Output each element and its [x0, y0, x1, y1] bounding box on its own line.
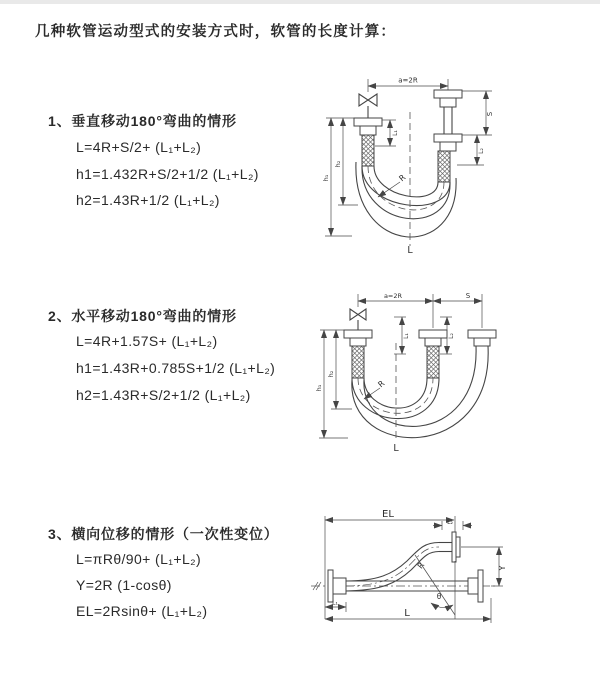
dim-label-h2: h₂	[327, 370, 335, 378]
diagram-lateral-displacement	[303, 503, 598, 638]
dim-label-a2r: a=2R	[383, 292, 403, 300]
section-3-formula-el: EL=2Rsinθ+ (L₁+L₂)	[76, 603, 208, 619]
section-1-formula-h1: h1=1.432R+S/2+1/2 (L₁+L₂)	[76, 166, 259, 182]
dim-h1-h2	[315, 330, 352, 438]
dim-label-l: L	[407, 245, 413, 256]
dim-label-el: EL	[382, 509, 394, 520]
section-2-formula-l: L=4R+1.57S+ (L₁+L₂)	[76, 333, 218, 349]
dim-l2	[433, 519, 472, 530]
diagram-horizontal-180-bend	[312, 288, 597, 458]
dim-label-h1: h₁	[322, 174, 330, 182]
dim-label-l2: L₂	[478, 148, 485, 154]
dim-s-l2	[457, 91, 494, 165]
dim-label-l1: L₁	[392, 130, 399, 136]
right-flange-fittings	[434, 90, 462, 182]
dim-label-theta: θ	[436, 592, 442, 601]
section-3-formula-y: Y=2R (1-cosθ)	[76, 577, 172, 593]
section-3-heading: 3、横向位移的情形（一次性变位）	[48, 526, 279, 542]
section-2-formula-h1: h1=1.43R+0.785S+1/2 (L₁+L₂)	[76, 360, 276, 376]
section-1-formula-l: L=4R+S/2+ (L₁+L₂)	[76, 139, 202, 155]
dim-label-r: R	[397, 172, 408, 184]
dim-label-s: S	[486, 111, 494, 117]
scan-edge-artifact	[0, 0, 600, 4]
page-title: 几种软管运动型式的安装方式时，软管的长度计算：	[35, 24, 397, 40]
valve-icon	[350, 309, 366, 330]
dim-label-a2r: a=2R	[398, 76, 418, 85]
right-flange-fitting	[468, 570, 483, 602]
hose-u-bend-arcs	[352, 346, 488, 438]
dim-label-l2: L₂	[447, 519, 453, 526]
angle-theta-callout	[431, 561, 455, 619]
valve-icon	[359, 94, 377, 118]
dim-label-r: R	[376, 378, 387, 390]
dim-label-s: S	[465, 292, 471, 300]
diagram-vertical-180-bend	[312, 70, 592, 262]
section-2-heading: 2、水平移动180°弯曲的情形	[48, 308, 237, 324]
dim-label-l: L	[393, 443, 399, 454]
dim-label-l1: L₁	[332, 599, 338, 607]
section-1-heading: 1、垂直移动180°弯曲的情形	[48, 113, 237, 129]
dim-label-y: Y	[498, 565, 507, 571]
left-flange-fitting	[328, 570, 346, 602]
left-flange-fitting	[354, 118, 382, 166]
radius-callout	[364, 379, 387, 399]
dim-label-l: L	[404, 608, 410, 619]
dim-label-h2: h₂	[334, 160, 342, 168]
radius-callout	[415, 555, 455, 615]
dim-label-l1: L₁	[403, 333, 410, 339]
dim-label-r: R	[415, 560, 427, 571]
section-2-formula-h2: h2=1.43R+S/2+1/2 (L₁+L₂)	[76, 387, 251, 403]
dim-label-h1: h₁	[315, 384, 323, 392]
dim-h1-h2	[322, 118, 358, 236]
dim-label-l2: L₂	[448, 333, 455, 339]
section-1-formula-h2: h2=1.43R+1/2 (L₁+L₂)	[76, 192, 220, 208]
flange-fittings	[344, 330, 496, 378]
section-3-formula-l: L=πRθ/90+ (L₁+L₂)	[76, 551, 202, 567]
dim-a2r-s	[358, 292, 482, 328]
displaced-flange-fitting	[439, 532, 460, 562]
dim-l	[325, 598, 491, 623]
